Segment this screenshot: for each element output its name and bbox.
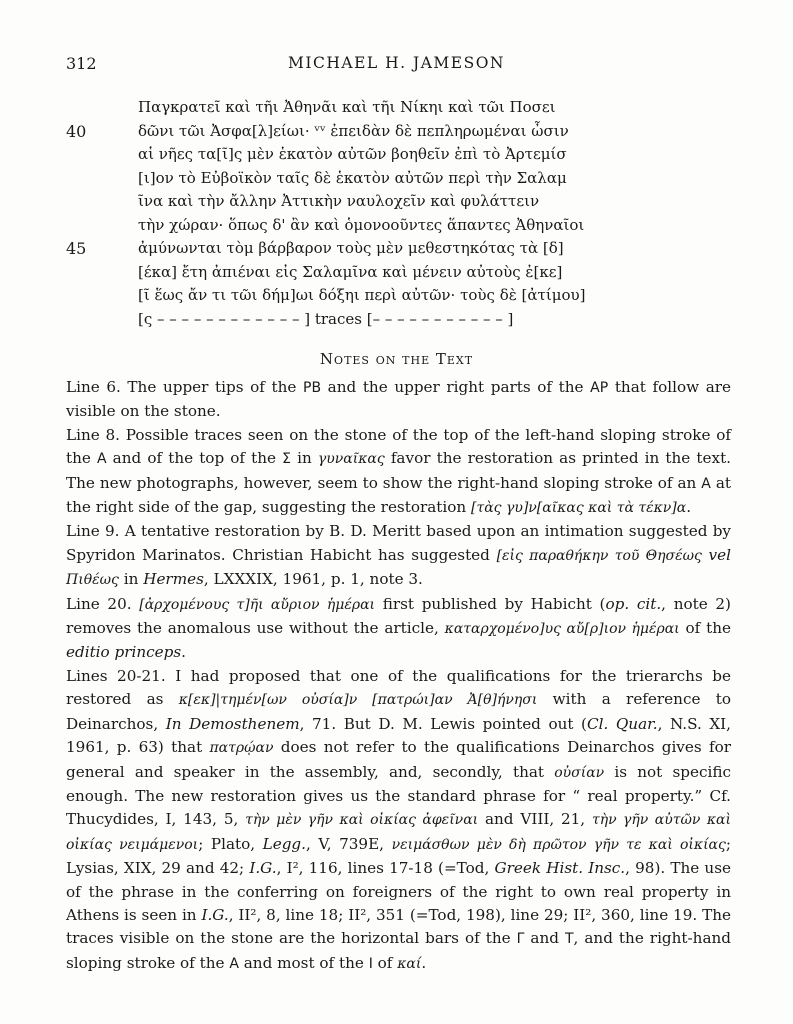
inscription-line bbox=[66, 284, 586, 308]
inscription-line-text: [έκα] ἔτη ἀπιέναι εἰς Σαλαμῖνα καὶ μένειν αὐτοὺς ἐ[κε] bbox=[138, 262, 563, 281]
inscription-line-text: δῶνι τῶι Ἀσφα[λ]είωι· ᵛᵛ ἐπειδὰν δὲ πεπληρωμέναι ὦσιν bbox=[138, 121, 569, 140]
inscription-line bbox=[66, 143, 566, 167]
note-line-6: Line 6. The upper tips of the PB and the upper right parts of the AP that follow are visible on the stone. bbox=[66, 378, 732, 421]
page-number: 312 bbox=[66, 54, 97, 73]
inscription-line bbox=[66, 261, 566, 285]
line-number: 40 bbox=[66, 121, 87, 141]
inscription-line-text: τὴν χώραν· ὅπως δ' ἂν καὶ ὁμονοοῦντες ἅπαντες Ἀθηναῖοι bbox=[138, 215, 585, 234]
note-lines-20-21: Lines 20-21. I had proposed that one of the qualifications for the trierarchs be restored as κ[εκ]|τημέν[ων οὐσία]ν [πατρώι]αν Ἀ[θ]ήνησι with a reference to Deinarchos, In Demosthenem, 71. But D. M. Lewis pointed out (Cl. Quar., N.S. XI, 1961, p. 63) that πατρῴαν does not refer to the qualifications Deinarchos gives for general and speaker in the assembly, and, secondly, that οὐσίαν is not specific enough. The new restoration gives us the standard phrase for “ real property.” Cf. Thucydides, I, 143, 5, τὴν μὲν γῆν καὶ οἰκίας ἀφεῖναι and VIII, 21, τὴν γῆν αὐτῶν καὶ οἰκίας νειμάμενοι; Plato, Legg., V, 739E, νειμάσθων μὲν δὴ πρῶτον γῆν τε καὶ οἰκίας; Lysias, XIX, 29 and 42; I.G., I², 116, lines 17-18 (=Tod, Greek Hist. Insc., 98). The use of the phrase in the conferring on foreigners of the right to own real property in Athens is seen in I.G., II², 8, line 18; II², 351 (=Tod, 198), line 29; II², 360, line 19. The traces visible on the stone are the horizontal bars of the Γ and T, and the right-hand sloping stroke of the A and most of the I of καί. bbox=[66, 666, 732, 972]
inscription-line-text: ἀμύνωνται τὸμ βάρβαρον τοὺς μὲν μεθεστηκότας τὰ [δ] bbox=[138, 239, 564, 257]
inscription-line bbox=[66, 214, 585, 238]
line-number: 45 bbox=[66, 239, 87, 258]
inscription-line bbox=[66, 167, 566, 191]
running-head: MICHAEL H. JAMESON bbox=[288, 54, 505, 72]
note-line-20: Line 20. [ἀρχομένους τ]ῆι αὔριον ἡμέραι first published by Habicht (op. cit., note 2) removes the anomalous use without the article, καταρχομένο]υς αὔ[ρ]ιον ἡμέραι of the editio princeps. bbox=[66, 594, 732, 662]
inscription-line bbox=[66, 96, 566, 120]
inscription-line-text: αἱ νῆες τα[ῖ]ς μὲν ἑκατὸν αὐτῶν βοηθεῖν ἐπὶ τὸ Ἀρτεμίσ bbox=[138, 145, 567, 163]
notes-section-title: Notes on the Text bbox=[319, 350, 474, 368]
inscription-line-text: Παγκρατεῖ καὶ τῆι Ἀθηνᾶι καὶ τῆι Νίκηι καὶ τῶι Ποσει bbox=[138, 98, 556, 116]
notes-body bbox=[66, 376, 731, 976]
inscription-line bbox=[66, 190, 566, 214]
inscription-line-text: [ι]ον τὸ Εὐβοϊκὸν ταῖς δὲ ἑκατὸν αὐτῶν περὶ τὴν Σαλαμ bbox=[138, 168, 567, 187]
inscription-line bbox=[66, 308, 566, 332]
note-line-9: Line 9. A tentative restoration by B. D. Meritt based upon an intimation suggested by Spyridon Marinatos. Christian Habicht has suggested [εἰς παραθήκην τοῦ Θησέως vel Πιθέως in Hermes, LXXXIX, 1961, p. 1, note 3. bbox=[66, 522, 731, 589]
inscription-text bbox=[66, 96, 586, 331]
inscription-line-text: [ς – – – – – – – – – – – – ] traces [– – – – – – – – – – – ] bbox=[138, 309, 514, 328]
inscription-line-text: ῖνα καὶ τὴν ἄλλην Ἀττικὴν ναυλοχεῖν καὶ φυλάττειν bbox=[138, 192, 540, 210]
note-line-8: Line 8. Possible traces seen on the stone of the top of the left-hand sloping stroke of the A and of the top of the Σ in γυναῖκας favor the restoration as printed in the text. The new photographs, however, seem to show the right-hand sloping stroke of an A at the right side of the gap, suggesting the restoration [τὰς γυ]ν[αῖκας καὶ τὰ τέκν]α. bbox=[66, 425, 731, 517]
inscription-line-text: [ῖ ἕως ἄν τι τῶι δήμ]ωι δόξηι περὶ αὐτῶν· τοὺς δὲ [ἀτίμου] bbox=[138, 286, 586, 304]
inscription-line bbox=[66, 120, 569, 144]
inscription-line bbox=[66, 237, 566, 261]
